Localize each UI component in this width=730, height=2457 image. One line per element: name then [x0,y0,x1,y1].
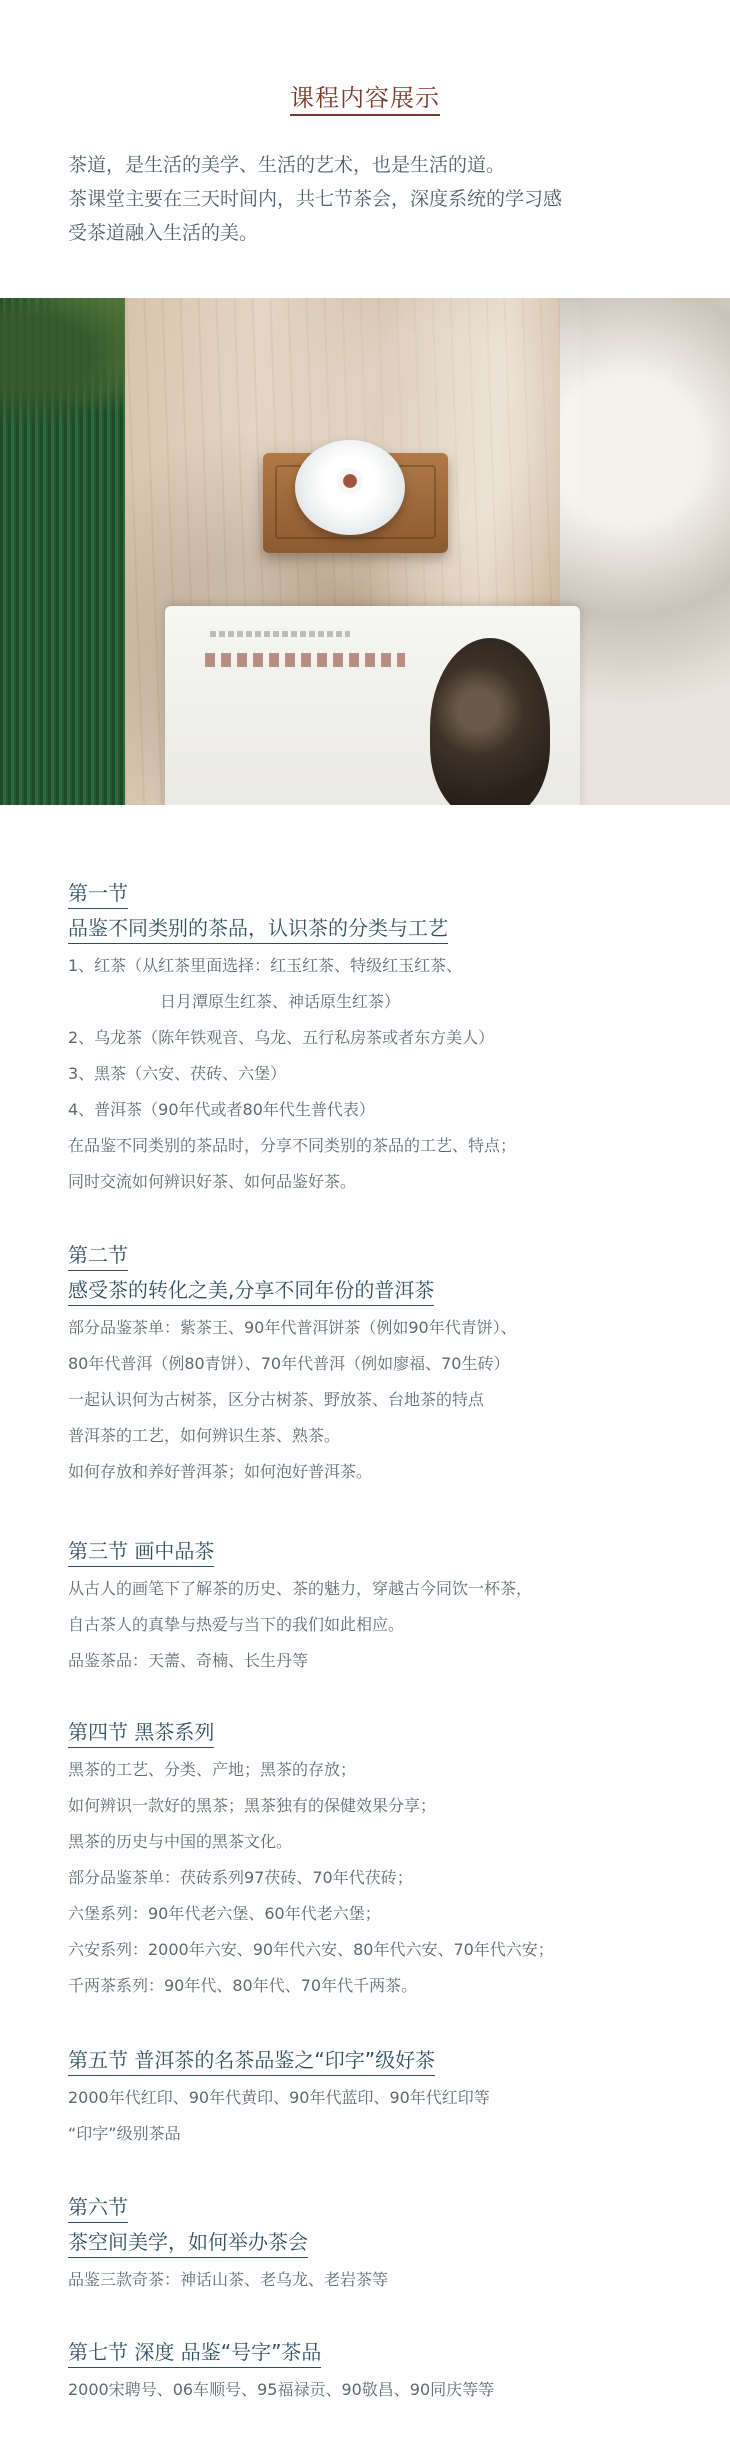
section-line: 4、普洱茶（90年代或者80年代生普代表） [68,1100,375,1119]
section-line: 1、红茶（从红茶里面选择：红玉红茶、特级红玉红茶、 [68,956,463,975]
intro-line: 茶课堂主要在三天时间内，共七节茶会，深度系统的学习感 [68,188,563,210]
section-line: 从古人的画笔下了解茶的历史、茶的魅力，穿越古今同饮一杯茶， [68,1579,533,1598]
section-2 [68,1240,668,1490]
section-1 [68,878,668,1200]
section-title: 第五节 普洱茶的名茶品鉴之“印字”级好茶 [68,2045,435,2076]
section-line: 六安系列：2000年六安、90年代六安、80年代六安、70年代六安； [68,1940,554,1959]
section-line: 黑茶的工艺、分类、产地；黑茶的存放； [68,1760,357,1779]
section-line: 如何辨识一款好的黑茶；黑茶独有的保健效果分享； [68,1796,437,1815]
page-title-text: 课程内容展示 [290,84,440,116]
section-title: 第七节 深度 品鉴“号字”茶品 [68,2337,321,2368]
section-subtitle: 品鉴不同类别的茶品，认识茶的分类与工艺 [68,913,448,944]
section-subtitle: 茶空间美学，如何举办茶会 [68,2227,308,2258]
section-line: 六堡系列：90年代老六堡、60年代老六堡； [68,1904,381,1923]
intro-line: 受茶道融入生活的美。 [68,222,259,244]
section-line: 80年代普洱（例80青饼）、70年代普洱（例如廖福、70生砖） [68,1354,510,1373]
section-line: 自古茶人的真挚与热爱与当下的我们如此相应。 [68,1615,405,1634]
section-6 [68,2192,668,2298]
section-line: 2000年代红印、90年代黄印、90年代蓝印、90年代红印等 [68,2088,490,2107]
section-line: 品鉴三款奇茶：神话山茶、老乌龙、老岩茶等 [68,2270,389,2289]
section-line: “印字”级别茶品 [68,2124,181,2143]
section-3 [68,1536,668,1679]
intro-paragraph [68,148,668,250]
section-line: 在品鉴不同类别的茶品时，分享不同类别的茶品的工艺、特点； [68,1136,517,1155]
section-line: 黑茶的历史与中国的黑茶文化。 [68,1832,293,1851]
section-line: 千两茶系列：90年代、80年代、70年代千两茶。 [68,1976,418,1995]
page-title [0,78,730,113]
intro-line: 茶道，是生活的美学、生活的艺术，也是生活的道。 [68,154,506,176]
section-title: 第二节 [68,1240,128,1271]
book-calligraphy [205,653,405,667]
tea-cup-on-tray-photo [0,298,730,805]
section-line: 普洱茶的工艺，如何辨识生茶、熟茶。 [68,1426,341,1445]
section-line: 2、乌龙茶（陈年铁观音、乌龙、五行私房茶或者东方美人） [68,1028,495,1047]
section-line: 部分品鉴茶单：紫茶王、90年代普洱饼茶（例如90年代青饼）、 [68,1318,517,1337]
section-title: 第一节 [68,878,128,909]
section-title: 第六节 [68,2192,128,2223]
pu-erh-tea-cake [430,638,550,805]
book-small-text [210,631,350,637]
light-backdrop [560,298,730,805]
section-line: 如何存放和养好普洱茶；如何泡好普洱茶。 [68,1462,373,1481]
section-7 [68,2337,668,2408]
section-line: 部分品鉴茶单：茯砖系列97茯砖、70年代茯砖； [68,1868,413,1887]
section-line: 日月潭原生红茶、神话原生红茶） [160,992,401,1011]
section-line: 3、黑茶（六安、茯砖、六堡） [68,1064,287,1083]
section-line: 同时交流如何辨识好茶、如何品鉴好茶。 [68,1172,357,1191]
section-4 [68,1717,668,2004]
section-title: 第四节 黑茶系列 [68,1717,214,1748]
section-line: 品鉴茶品：天薷、奇楠、长生丹等 [68,1651,309,1670]
section-subtitle: 感受茶的转化之美,分享不同年份的普洱茶 [68,1275,434,1306]
section-title: 第三节 画中品茶 [68,1536,214,1567]
section-line: 2000宋聘号、06车顺号、95福禄贡、90敬昌、90同庆等等 [68,2380,495,2399]
section-5 [68,2045,668,2152]
section-line: 一起认识何为古树茶，区分古树茶、野放茶、台地茶的特点 [68,1390,485,1409]
cup-lid-knob [337,468,363,494]
